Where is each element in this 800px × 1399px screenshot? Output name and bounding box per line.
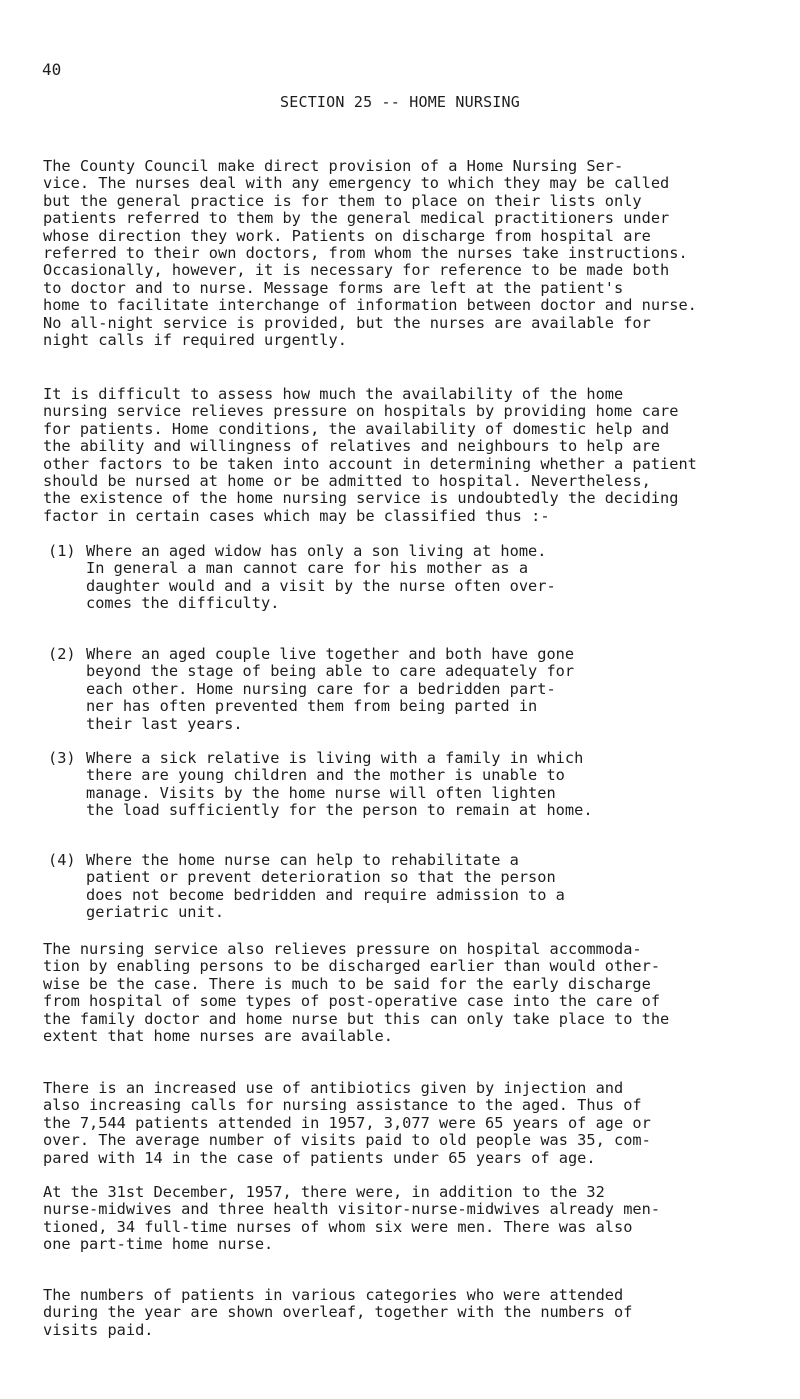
- case-number: (4): [48, 851, 76, 869]
- paragraph-antibiotics-aged: There is an increased use of antibiotics given by injection and also increasing calls for nursing assistance to the aged. Thus of the 7,544 patients attended in 1957, 3,077 were 65 years of age or over. The average number of visits paid to old people was 35, com- pared with 14 in the case of patients under 65 years of age.: [43, 1079, 651, 1167]
- case-text: Where an aged couple live together and both have gone beyond the stage of being able to care adequately for each other. Home nursing care for a bedridden part- ner has often prevented them from being parted in their last years.: [86, 645, 575, 733]
- paragraph-staffing: At the 31st December, 1957, there were, in addition to the 32 nurse-midwives and three health visitor-nurse-midwives already men- tioned, 34 full-time nurses of whom six were men. There was also one part-time home nurse.: [43, 1183, 661, 1254]
- paragraph-home-nursing-service: The County Council make direct provision of a Home Nursing Ser- vice. The nurses deal with any emergency to which they may be called but the general practice is for them to place on their lists only patients referred to them by the general medical practitioners under whose direction they work. Patients on discharge from hospital are referred to their own doctors, from whom the nurses take instructions. Occasionally, however, it is necessary for reference to be made both to doctor and to nurse. Message forms are left at the patient's home to facilitate interchange of information between doctor and nurse. No all-night service is provided, but the nurses are available for night calls if required urgently.: [43, 157, 697, 350]
- paragraph-hospital-pressure: It is difficult to assess how much the availability of the home nursing service relieves pressure on hospitals by providing home care for patients. Home conditions, the availability of domestic help and the ability and willingness of relatives and neighbours to help are other factors to be taken into account in determining whether a patient should be nursed at home or be admitted to hospital. Nevertheless, the existence of the home nursing service is undoubtedly the deciding factor in certain cases which may be classified thus :-: [43, 385, 697, 525]
- case-number: (3): [48, 749, 76, 767]
- case-number: (1): [48, 542, 76, 560]
- case-text: Where a sick relative is living with a family in which there are young children and the mother is unable to manage. Visits by the home nurse will often lighten the load sufficiently for the person to remain at home.: [86, 749, 593, 820]
- case-number: (2): [48, 645, 76, 663]
- page-number: 40: [42, 60, 62, 79]
- case-text: Where an aged widow has only a son living at home. In general a man cannot care for his mother as a daughter would and a visit by the nurse often over- comes the difficulty.: [86, 542, 556, 613]
- case-text: Where the home nurse can help to rehabilitate a patient or prevent deterioration so that the person does not become bedridden and require admission to a geriatric unit.: [86, 851, 565, 922]
- paragraph-early-discharge: The nursing service also relieves pressure on hospital accommoda- tion by enabling persons to be discharged earlier than would other- wise be the case. There is much to be said for the early discharge from hospital of some types of post-operative case into the care of the family doctor and home nurse but this can only take place to the extent that home nurses are available.: [43, 940, 670, 1046]
- paragraph-overleaf-note: The numbers of patients in various categories who were attended during the year are shown overleaf, together with the numbers of visits paid.: [43, 1286, 633, 1339]
- section-heading: SECTION 25 -- HOME NURSING: [280, 93, 520, 111]
